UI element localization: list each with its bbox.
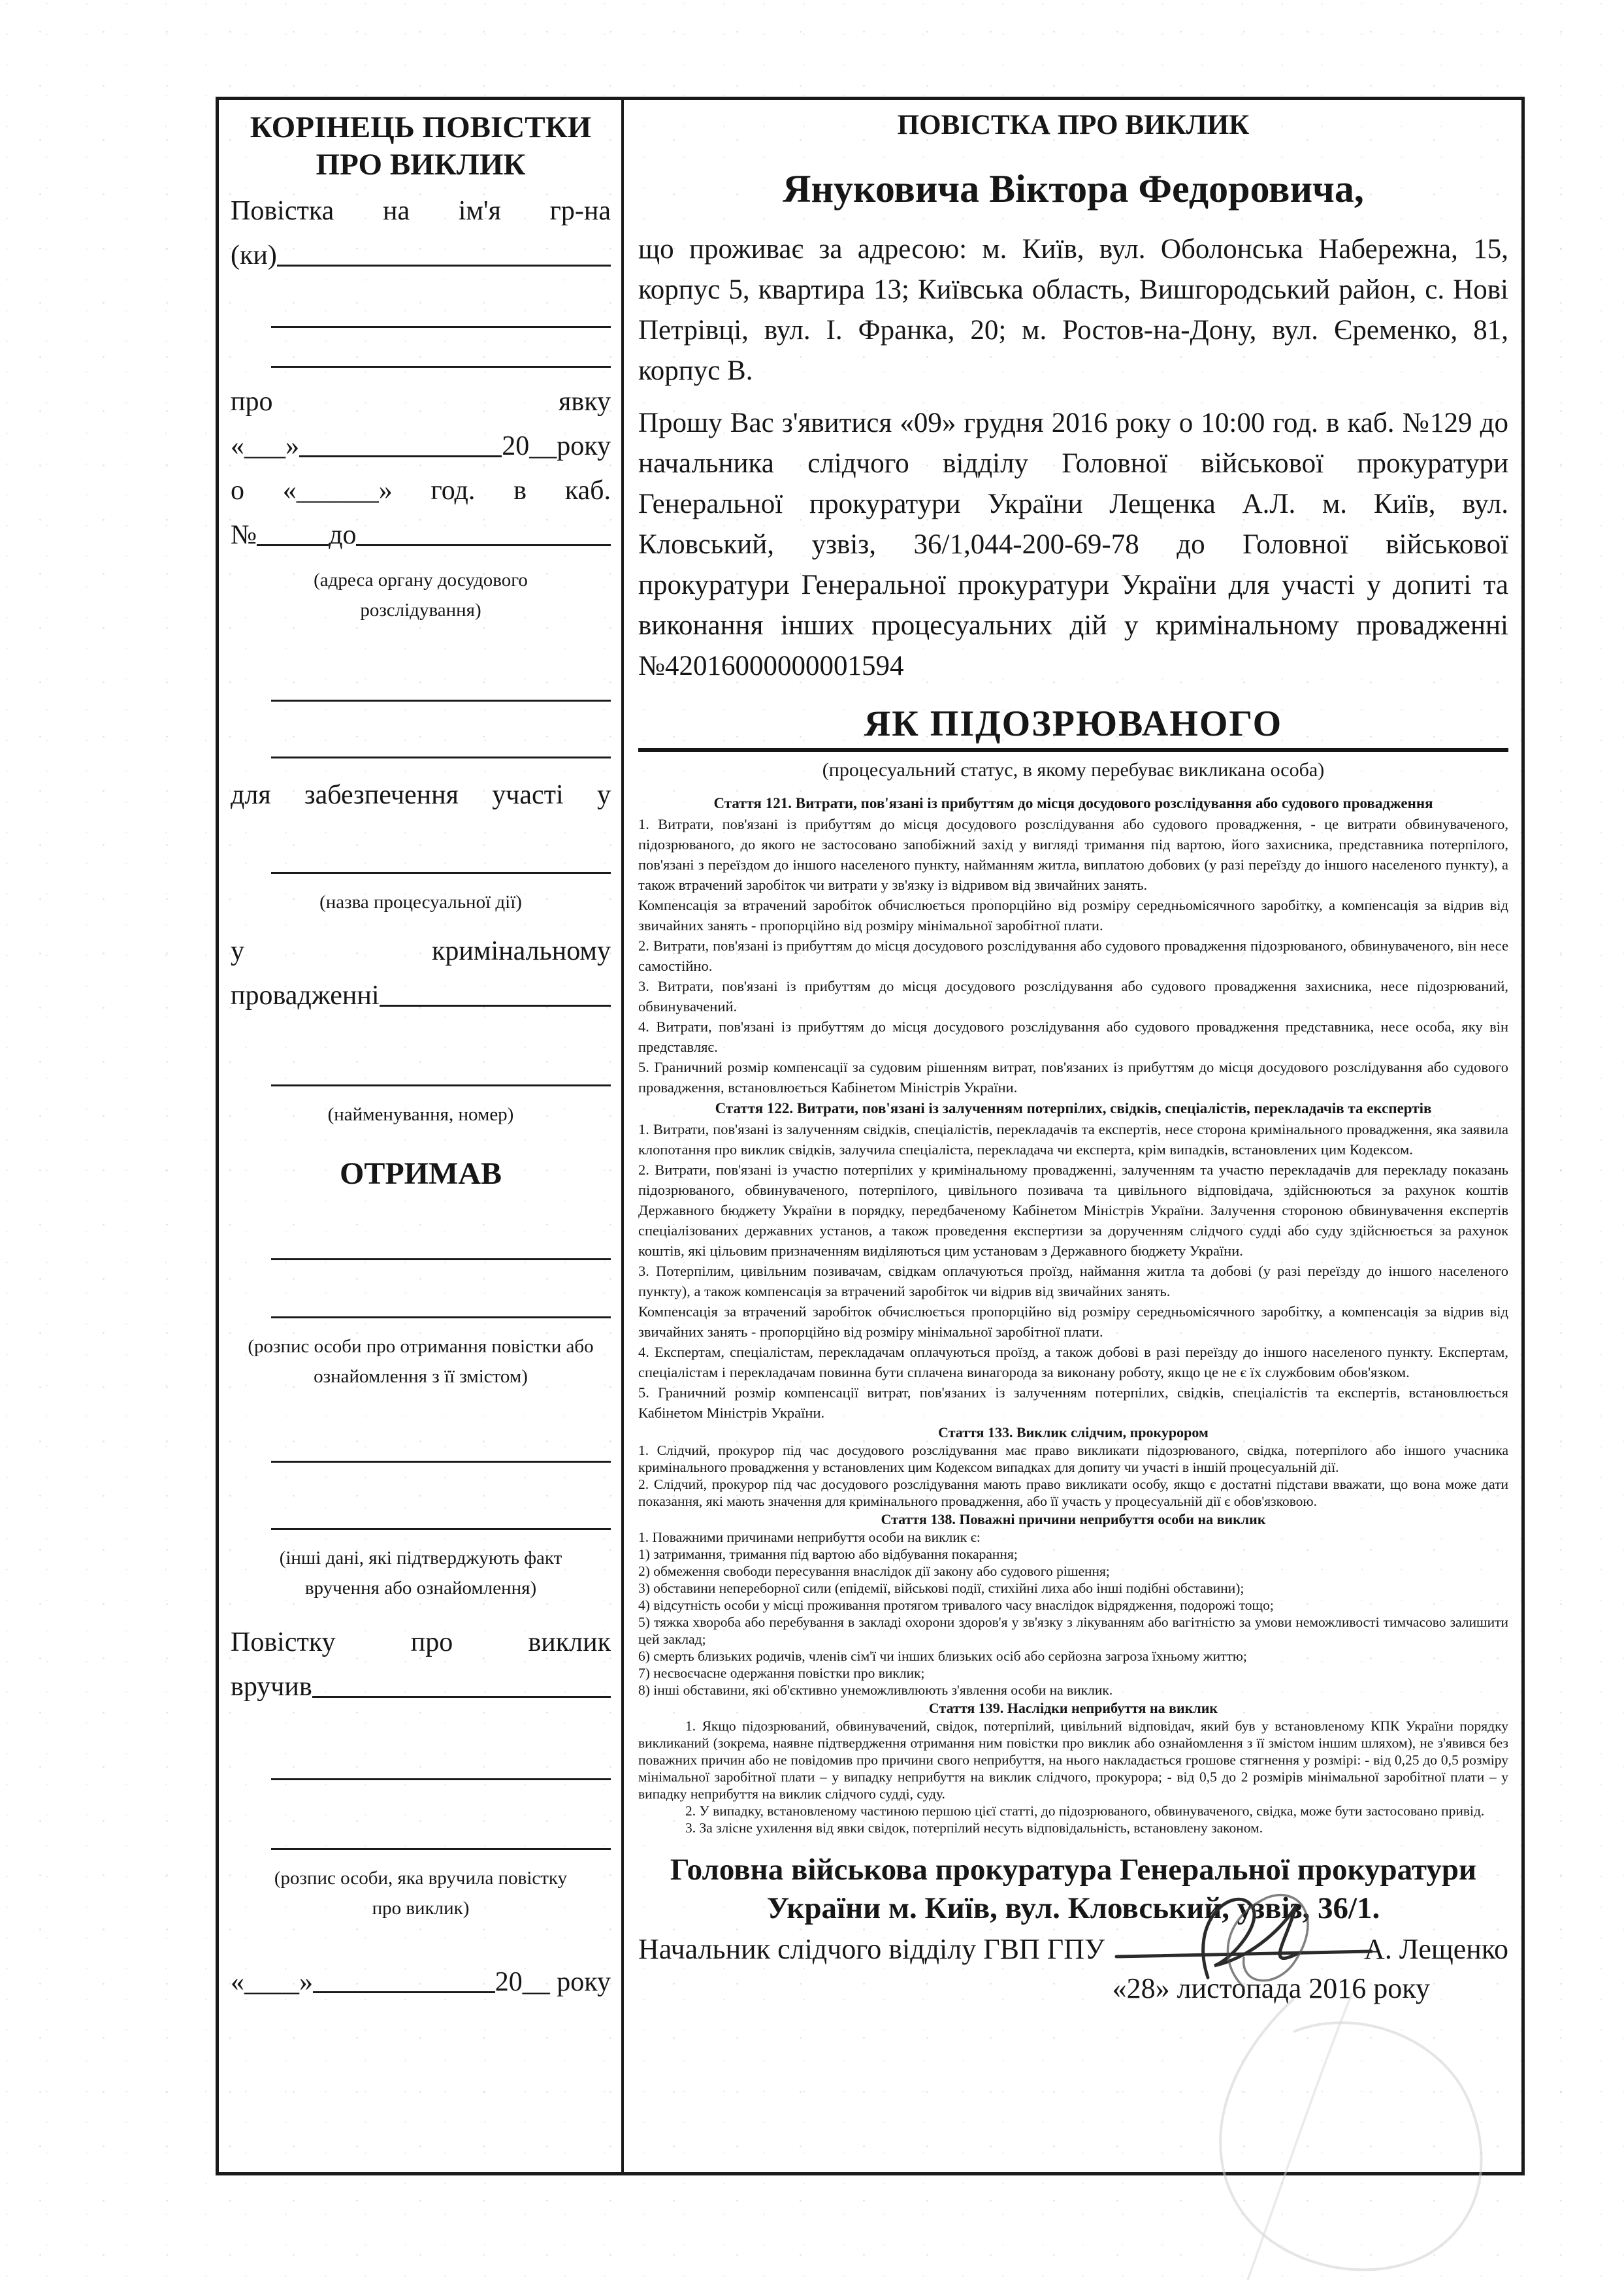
article-paragraph: 6) смерть близьких родичів, членів сім'ї чи інших близьких осіб або серйозна загроза їхньому життю; [638, 1648, 1247, 1664]
stub-other-caption: (інші дані, які підтверджують факт вручення або ознайомлення) [279, 1548, 562, 1599]
summons-column [624, 100, 1521, 2172]
article-paragraph: 3) обставини непереборної сили (епідемії, військові події, стихійні лиха або інші подібні обставини); [638, 1580, 1244, 1596]
stub-column [219, 100, 621, 2172]
blank-line [271, 1423, 611, 1463]
status-title: ЯК ПІДОЗРЮВАНОГО [864, 704, 1283, 744]
article-paragraph: 5. Граничний розмір компенсації витрат, пов'язаних із залученням потерпілих, свідків, спеціалістів та експертів, встановлюється Кабінетом Міністрів України. [638, 1384, 1508, 1421]
status-caption: (процесуальний статус, в якому перебуває викликана особа) [822, 759, 1325, 781]
blank-line [313, 1991, 495, 1993]
stub-about-line: про явку [231, 387, 611, 417]
blank-line [271, 1810, 611, 1850]
blank-line [271, 834, 611, 874]
article-paragraph: 5. Граничний розмір компенсації за судовим рішенням витрат, пов'язаних із прибуттям до місця досудового розслідування або судового провадження, встановлюється Кабінетом Міністрів України. [638, 1059, 1508, 1096]
stub-proceeding-fill-row [231, 979, 611, 1013]
stub-delivered-line: Повістку про виклик [231, 1627, 611, 1657]
article-paragraph: 4. Витрати, пов'язані із прибуттям до місця досудового розслідування або судового провадження представника, несе особа, яку він представляє. [638, 1018, 1508, 1055]
stub-title: КОРІНЕЦЬ ПОВІСТКИ ПРО ВИКЛИК [250, 110, 592, 182]
stub-footer-date-row [231, 1965, 611, 1999]
blank-line [271, 662, 611, 702]
article-paragraph: 2. Витрати, пов'язані із участю потерпілих у кримінальному провадженні, залученням та участю перекладачів для перекладу показань підозрюваного, обвинуваченого, потерпілого, цивільного позивача та цивільного відповідача, здійснюються за рахунок коштів Державного бюджету України в порядку, передбаченому Кабінетом Міністрів України. Залучення стороною обвинувачення експертів спеціалізованих державних установ, а також проведення експертизи за дорученням слідчого судді або суду здійснюється за рахунок коштів, які цільовим призначенням виділяються цим установам з Державного бюджету України. [638, 1162, 1508, 1259]
blank-line [271, 1490, 611, 1530]
stub-cab-do: до [329, 520, 357, 550]
article-paragraph: 3. Потерпілим, цивільним позивачам, свідкам оплачуються проїзд, наймання житла та добові (у разі переїзду до іншого населеного пункту), а також компенсація за втрачений заробіток чи відрив від звичайних занять. [638, 1263, 1508, 1299]
article-title: Стаття 133. Виклик слідчим, прокурором [938, 1424, 1209, 1440]
stub-deliverer-caption: (розпис особи, яка вручила повістку про виклик) [274, 1868, 568, 1919]
signer-name: А. Лещенко [1364, 1933, 1508, 1965]
signer-row [638, 1930, 1508, 1968]
article-paragraph: 2. У випадку, встановленому частиною першою цієї статті, до підозрюваного, обвинуваченого, свідка, може бути застосовано привід. [685, 1803, 1485, 1819]
blank-line [271, 719, 611, 758]
status-block [638, 704, 1508, 752]
stub-name-line: Повістка на ім'я гр-на [231, 196, 611, 226]
stub-date-row [231, 429, 611, 463]
stub-cab-no: № [231, 520, 257, 550]
request-paragraph: Прошу Вас з'явитися «09» грудня 2016 року о 10:00 год. в каб. №129 до начальника слідчого відділу Головної військової прокуратури Генеральної прокуратури України Лещенка А.Л. м. Київ, вул. Кловський, узвіз, 36/1,044-200-69-78 до Головної військової прокуратури Генеральної прокуратури України для участі у допиті та виконання інших процесуальних дій у кримінальному провадженні №42016000000001594 [638, 408, 1508, 681]
stub-purpose-line: для забезпечення участі у [231, 780, 611, 810]
article-paragraph: 7) несвоєчасне одержання повістки про виклик; [638, 1665, 925, 1681]
stub-proceeding-line: у кримінальному [231, 936, 611, 966]
blank-line [312, 1696, 611, 1698]
article-paragraph: 3. Витрати, пов'язані із прибуттям до місця досудового розслідування або судового провадження захисника, несе підозрюваний, обвинувачений. [638, 978, 1508, 1015]
blank-line [271, 328, 611, 368]
article [638, 1510, 1508, 1699]
article-paragraph: Компенсація за втрачений заробіток обчислюється пропорційно від розміру середньомісячного заробітку, а компенсація за відрив від звичайних занять - пропорційно від розміру мінімальної заробітної плати. [638, 1303, 1508, 1340]
stub-delivered-word: вручив [231, 1672, 312, 1702]
signature-icon [1110, 1880, 1384, 1991]
stub-proceeding-word: провадженні [231, 981, 380, 1011]
summoned-person-name: Януковича Віктора Федоровича, [783, 167, 1364, 210]
blank-line [271, 1220, 611, 1260]
blank-line [271, 1740, 611, 1780]
article-paragraph: Компенсація за втрачений заробіток обчислюється пропорційно від розміру середньомісячного заробітку, а компенсація за відрив від звичайних занять - пропорційно від розміру мінімальної заробітної плати. [638, 897, 1508, 934]
article-paragraph: 2. Слідчий, прокурор під час досудового розслідування мають право викликати особу, якщо є достатні підстави вважати, що вона може дати показання, які мають значення для кримінального провадження, або її участь у процесуальній дії є обов'язковою. [638, 1476, 1508, 1509]
article [638, 1423, 1508, 1510]
blank-line [271, 1278, 611, 1318]
summons-document [216, 97, 1525, 2175]
article-paragraph: 2. Витрати, пов'язані із прибуттям до місця досудового розслідування або судового провадження підозрюваного, обвинуваченого, він несе самостійно. [638, 937, 1508, 974]
article [638, 1699, 1508, 1836]
article-paragraph: 4. Експертам, спеціалістам, перекладачам оплачуються проїзд, а також добові в разі переїзду до іншого населеного пункту. Експертам, спеціалістам і перекладачам повинна бути сплачена винагорода за виконану роботу, якщо це не є їх службовим обов'язком. [638, 1344, 1508, 1380]
articles [638, 792, 1508, 1836]
article-paragraph: 3. За злісне ухилення від явки свідок, потерпілий несуть відповідальність, встановлену законом. [685, 1820, 1263, 1836]
address-paragraph: що проживає за адресою: м. Київ, вул. Оболонська Набережна, 15, корпус 5, квартира 13; Київська область, Вишгородський район, с. Нові Петрівці, вул. І. Франка, 20; м. Ростов-на-Дону, вул. Єременко, 81, корпус В. [638, 234, 1508, 386]
stub-date-quotes: «___» [231, 431, 299, 461]
article-title: Стаття 138. Поважні причини неприбуття особи на виклик [881, 1511, 1266, 1527]
stub-received-label: ОТРИМАВ [340, 1156, 502, 1191]
stub-date-year: 20__року [502, 431, 611, 461]
prosecutor-office-line: Головна військова прокуратура Генеральної прокуратури України м. Київ, вул. Кловський, узвіз, 36/1. [670, 1853, 1477, 1925]
stub-footer-date-quotes: «____» [231, 1967, 313, 1997]
article-paragraph: 2) обмеження свободи пересування внаслідок дії закону або судового рішення; [638, 1563, 1110, 1579]
stub-delivered-fill-row [231, 1670, 611, 1704]
blank-line [257, 544, 329, 546]
signer-role: Начальник слідчого відділу ГВП ГПУ [638, 1933, 1105, 1965]
article-paragraph: 1. Слідчий, прокурор під час досудового розслідування має право викликати підозрюваного, свідка, потерпілого або іншого учасника кримінального провадження у встановлених цим Кодексом випадках для допиту чи участі в іншій процесуальній дії. [638, 1442, 1508, 1475]
stub-action-caption: (назва процесуальної дії) [319, 892, 522, 913]
blank-line [299, 455, 502, 457]
article-paragraph: 5) тяжка хвороба або перебування в закладі охорони здоров'я у зв'язку з лікуванням або вагітністю за умови неможливості тимчасово залишити цей заклад; [638, 1614, 1508, 1647]
article [638, 792, 1508, 1098]
article [638, 1098, 1508, 1423]
blank-line [380, 1005, 611, 1007]
article-title: Стаття 139. Наслідки неприбуття на виклик [928, 1700, 1218, 1716]
stub-address-caption: (адреса органу досудового розслідування) [314, 570, 528, 621]
blank-line [271, 288, 611, 328]
stub-name-suffix: (ки) [231, 240, 277, 270]
stub-footer-date-year: 20__ року [495, 1967, 611, 1997]
article-title: Стаття 121. Витрати, пов'язані із прибуттям до місця досудового розслідування або судового провадження [713, 795, 1433, 811]
stub-cab-row [231, 518, 611, 552]
summons-date: «28» листопада 2016 року [1112, 1972, 1430, 2004]
stub-receipt-caption: (розпис особи про отримання повістки або ознайомлення з її змістом) [248, 1336, 594, 1387]
article-paragraph: 4) відсутність особи у місці проживання протягом тривалого часу внаслідок відрядження, подорожі тощо; [638, 1597, 1274, 1613]
summons-title: ПОВІСТКА ПРО ВИКЛИК [897, 110, 1250, 140]
article-title: Стаття 122. Витрати, пов'язані із залученням потерпілих, свідків, спеціалістів, перекладачів та експертів [715, 1100, 1432, 1116]
blank-line [277, 265, 611, 267]
article-paragraph: 1. Поважними причинами неприбуття особи на виклик є: [638, 1529, 981, 1545]
blank-line [356, 544, 611, 546]
blank-line [271, 1047, 611, 1086]
stub-name-fill-row [231, 238, 611, 272]
article-paragraph: 1. Якщо підозрюваний, обвинувачений, свідок, потерпілий, цивільний відповідач, який був у встановленому КПК України порядку викликаний (зокрема, наявне підтвердження отримання ним повістки про виклик або ознайомлення з її змістом іншим шляхом), не з'явився без поважних причин або не повідомив про причини свого неприбуття, на нього накладається грошове стягнення у розмірі: - від 0,25 до 0,5 розміру мінімальної заробітної плати – у випадку неприбуття на виклик слідчого, прокурора; - від 0,5 до 2 розмірів мінімальної заробітної плати – у випадку неприбуття на виклик слідчого судді, суду. [638, 1718, 1508, 1802]
article-paragraph: 1. Витрати, пов'язані із прибуттям до місця досудового розслідування або судового провадження, - це витрати обвинуваченого, підозрюваного, до якого не застосовано запобіжний захід у вигляді тримання під вартою, його захисника, представника потерпілого, пов'язані з переїздом до іншого населеного пункту, найманням житла, виплатою добових (у разі переїзду до іншого населеного пункту), а також втрачений заробіток чи витрати у зв'язку із відривом від звичайних занять. [638, 816, 1508, 893]
article-paragraph: 8) інші обставини, які об'єктивно унеможливлюють з'явлення особи на виклик. [638, 1682, 1113, 1698]
summons-footer [638, 1851, 1508, 2008]
stub-time-line: о «______» год. в каб. [231, 476, 611, 506]
stub-case-caption: (найменування, номер) [327, 1104, 514, 1125]
article-paragraph: 1) затримання, тримання під вартою або відбування покарання; [638, 1546, 1018, 1562]
article-paragraph: 1. Витрати, пов'язані із залученням свідків, спеціалістів, перекладачів та експертів, несе сторона кримінального провадження, яка заявила клопотання про виклик свідків, залучила спеціаліста, перекладача чи експерта, крім випадків, встановлених цим Кодексом. [638, 1121, 1508, 1158]
